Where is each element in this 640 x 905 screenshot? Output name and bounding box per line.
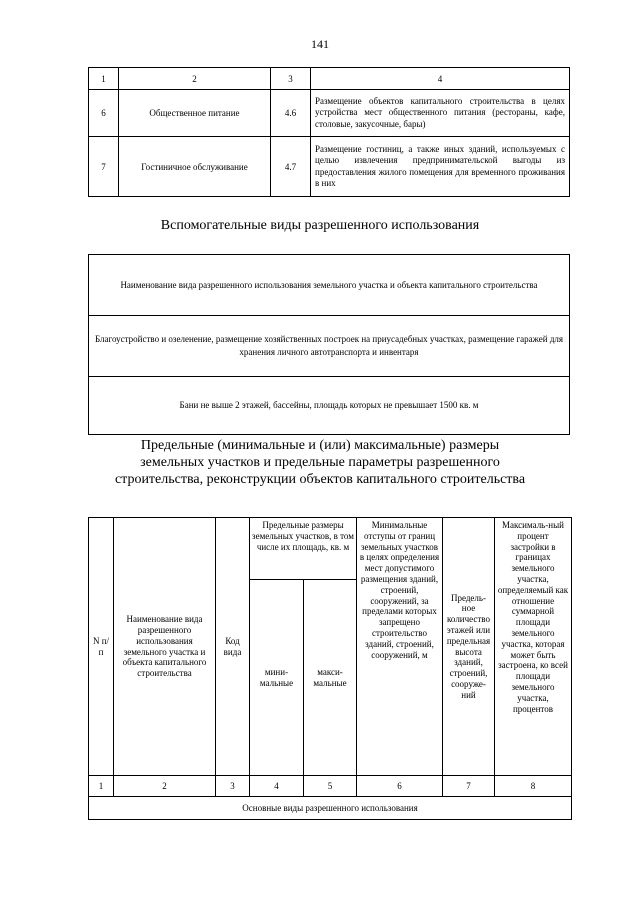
permitted-uses-table	[88, 67, 570, 197]
auxiliary-uses-table	[88, 254, 570, 435]
column-number: 5	[304, 776, 357, 797]
row-number: 6	[89, 90, 119, 137]
use-name: Гостиничное обслуживание	[119, 137, 271, 197]
column-number: 8	[495, 776, 572, 797]
header-cell: 2	[119, 68, 271, 90]
auxiliary-use-cell: Благоустройство и озеленение, размещение хозяйственных построек на приусадебных участках, размещение гаражей для хранения личного автотранспорта и инвентаря	[89, 316, 570, 377]
column-number: 6	[357, 776, 443, 797]
column-number: 1	[89, 776, 114, 797]
header-cell: 4	[311, 68, 570, 90]
col-name-header: Наименование вида разрешенного использования земельного участка и объекта капитального строительства	[114, 518, 216, 776]
use-name: Общественное питание	[119, 90, 271, 137]
auxiliary-header-cell: Наименование вида разрешенного использования земельного участка и объекта капитального строительства	[89, 255, 570, 316]
table-row	[89, 137, 570, 197]
column-number: 4	[250, 776, 304, 797]
col-setback-header: Минимальные отступы от границ земельных участков в целях определения мест допустимого размещения зданий, строений, сооружений, за пределами которых запрещено строительство зданий, строений, сооружений, м	[357, 518, 443, 776]
table-row	[89, 377, 570, 435]
limits-heading: Предельные (минимальные и (или) максимальные) размеры земельных участков и предельные параметры разрешенного строительства, реконструкции объектов капитального строительства	[114, 438, 526, 488]
col-max-header: макси-мальные	[304, 580, 357, 776]
section-row	[89, 797, 572, 820]
header-cell: 3	[271, 68, 311, 90]
page-number: 141	[311, 37, 329, 51]
table-row	[89, 316, 570, 377]
use-code: 4.6	[271, 90, 311, 137]
column-numbers-row	[89, 776, 572, 797]
column-number: 2	[114, 776, 216, 797]
col-coverage-header: Максималь-ный процент застройки в границах земельного участка, определяемый как отношение суммарной площади земельного участка, которая может быть застроена, ко всей площади земельного участка, процентов	[495, 518, 572, 776]
col-sizes-header: Предельные размеры земельных участков, в том числе их площадь, кв. м	[250, 518, 357, 580]
table-row	[89, 90, 570, 137]
auxiliary-use-cell: Бани не выше 2 этажей, бассейны, площадь которых не превышает 1500 кв. м	[89, 377, 570, 435]
table-row	[89, 255, 570, 316]
column-number: 7	[443, 776, 495, 797]
header-cell: 1	[89, 68, 119, 90]
use-code: 4.7	[271, 137, 311, 197]
col-number-header: N п/п	[89, 518, 114, 776]
auxiliary-uses-heading: Вспомогательные виды разрешенного использования	[160, 218, 480, 233]
table-header-row	[89, 518, 572, 580]
col-floors-header: Предель-ное количество этажей или предельная высота зданий, строений, сооруже-ний	[443, 518, 495, 776]
col-min-header: мини-мальные	[250, 580, 304, 776]
limits-table	[88, 517, 572, 820]
column-number: 3	[216, 776, 250, 797]
row-number: 7	[89, 137, 119, 197]
col-code-header: Код вида	[216, 518, 250, 776]
use-description: Размещение гостиниц, а также иных зданий, используемых с целью извлечения предпринимательской выгоды из предоставления жилого помещения для временного проживания в них	[311, 137, 570, 197]
use-description: Размещение объектов капитального строительства в целях устройства мест общественного питания (рестораны, кафе, столовые, закусочные, бары)	[311, 90, 570, 137]
section-label: Основные виды разрешенного использования	[89, 797, 572, 820]
table-header-row	[89, 68, 570, 90]
